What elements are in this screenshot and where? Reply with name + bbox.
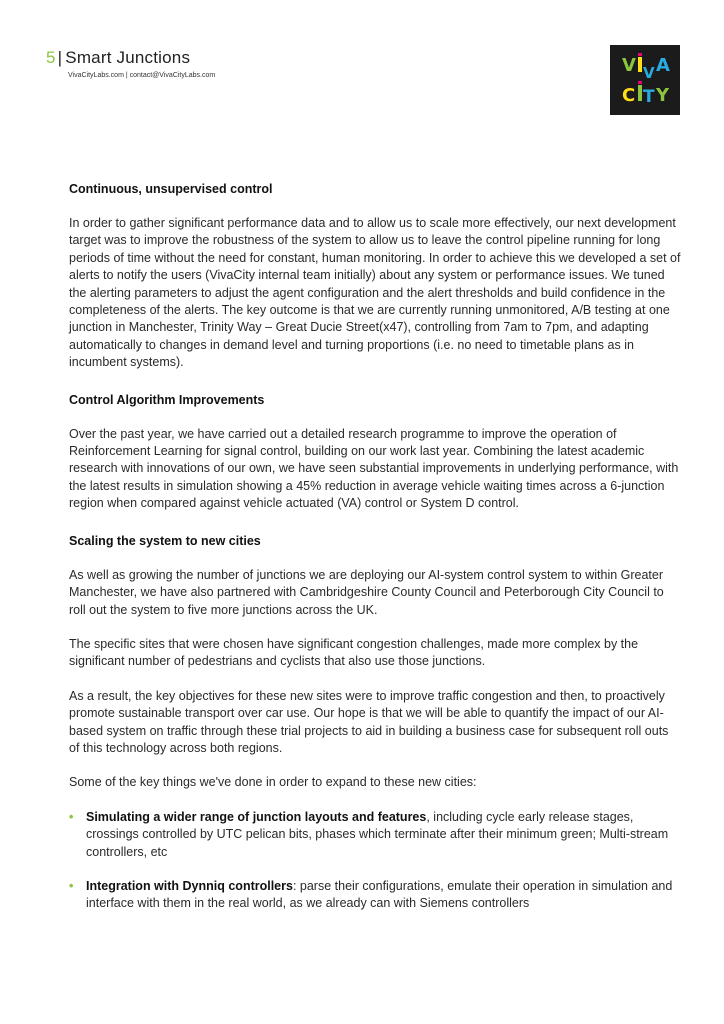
svg-text:V: V xyxy=(643,64,655,82)
bullet-list xyxy=(69,809,681,913)
bullet-icon: • xyxy=(69,878,74,893)
svg-text:T: T xyxy=(643,87,655,107)
svg-text:C: C xyxy=(622,85,636,106)
section-paragraph: As a result, the key objectives for these new sites were to improve traffic congestion and then, to proactively promote sustainable transport over car use. Our hope is that we will be able to quantify the impact of our AI-based system on traffic through these trial projects to aid in building a business case for subsequent roll outs of this technology across both regions. xyxy=(69,688,669,755)
bullet-text: , including cycle early release stages, crossings controlled by UTC pelican bits, phases which terminate after their minimum green; Multi-stream controllers, etc xyxy=(86,809,669,859)
vivacity-logo xyxy=(610,45,680,115)
bullet-icon: • xyxy=(69,809,74,824)
section-paragraph: Some of the key things we've done in order to expand to these new cities: xyxy=(69,775,477,790)
document-body xyxy=(69,180,681,913)
section-paragraph: As well as growing the number of junctions we are deploying our AI-system control system to within Greater Manchester, we have also partnered with Cambridgeshire County Council and Peterborough City Council to roll out the system to five more junctions across the UK. xyxy=(69,567,664,617)
page-number: 5 xyxy=(46,48,56,67)
section-heading: Scaling the system to new cities xyxy=(69,533,261,548)
document-title: Smart Junctions xyxy=(65,48,191,67)
list-item xyxy=(69,809,681,861)
section-heading: Continuous, unsupervised control xyxy=(69,182,273,196)
list-item xyxy=(69,878,681,913)
bullet-text: : parse their configurations, emulate their operation in simulation and interface with them in the real world, as we already can with Siemens controllers xyxy=(86,878,673,911)
section-heading: Control Algorithm Improvements xyxy=(69,392,265,407)
header-separator: | xyxy=(57,48,63,67)
bullet-bold-text: Simulating a wider range of junction layouts and features xyxy=(86,809,427,824)
svg-text:A: A xyxy=(656,55,670,76)
vivacity-logo-mark xyxy=(610,45,680,115)
section-paragraph: The specific sites that were chosen have significant congestion challenges, made more complex by the significant number of pedestrians and cyclists that also use those junctions. xyxy=(69,636,639,669)
page-header xyxy=(46,48,215,81)
contact-line: VivaCityLabs.com | contact@VivaCityLabs.com xyxy=(68,72,216,79)
section-paragraph: Over the past year, we have carried out a detailed research programme to improve the operation of Reinforcement Learning for signal control, building on our work last year. Combining the latest academic research with innovations of our own, we have seen substantial improvements in underlying performance, with the latest results in simulation showing a 45% reduction in average vehicle waiting times across a 6-junction region when compared against vehicle actuated (VA) control or System D control. xyxy=(69,426,679,511)
bullet-bold-text: Integration with Dynniq controllers xyxy=(86,878,293,893)
svg-text:V: V xyxy=(622,55,636,76)
section-paragraph: In order to gather significant performance data and to allow us to scale more effectively, our next development target was to improve the robustness of the system to allow us to leave the control pipeline running for long periods of time without the need for constant, human monitoring. In order to achieve this we developed a set of alerts to notify the users (VivaCity internal team initially) about any system or performance issues. We tuned the alerting parameters to adjust the agent configuration and the alert thresholds and build confidence in the completeness of the alerts. The key outcome is that we are currently running unmonitored, A/B testing at one junction in Manchester, Trinity Way – Great Ducie Street(x47), controlling from 7am to 7pm, and adapting automatically to changes in demand level and turning proportions (i.e. no need to timetable plans as in incumbent systems). xyxy=(69,216,681,370)
header-title-line xyxy=(46,48,215,68)
svg-text:Y: Y xyxy=(656,85,670,106)
